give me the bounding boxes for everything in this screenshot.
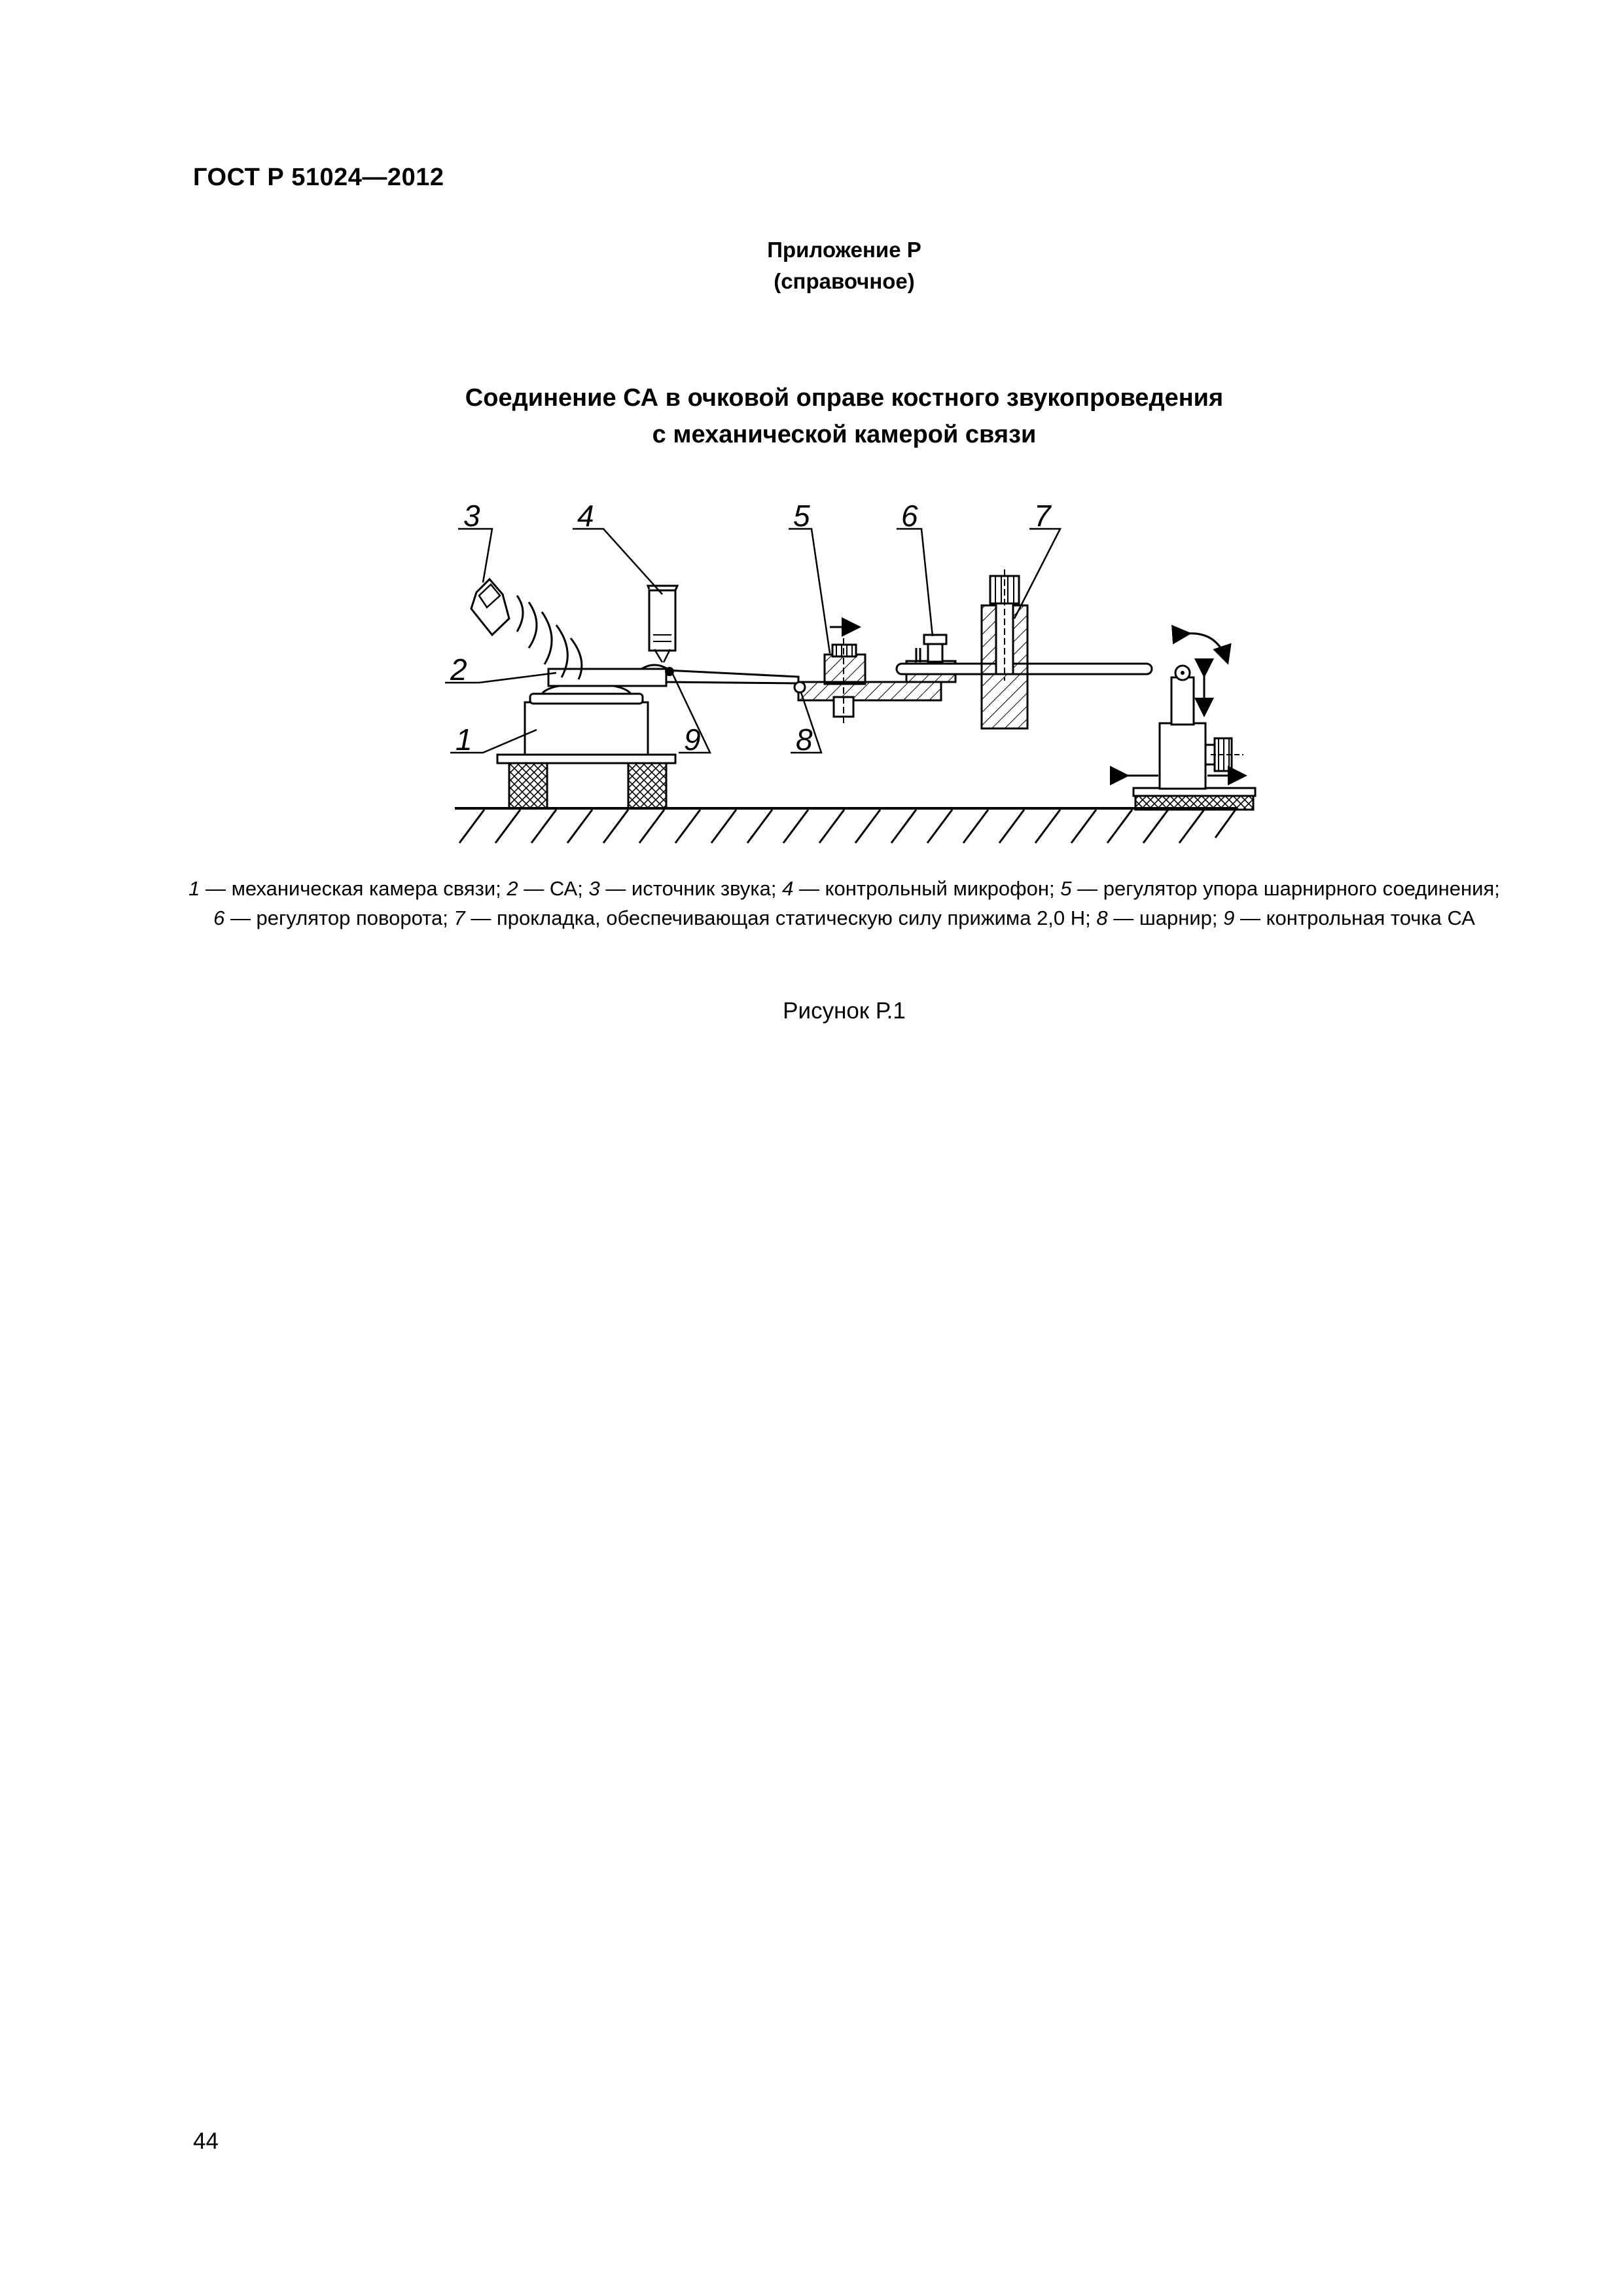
callout-8: 8 [796,723,813,757]
adjustable-stand [1126,634,1255,810]
pressure-pad [982,569,1027,728]
ground-line [455,808,1237,843]
callout-9: 9 [684,723,701,757]
title-line-1: Соединение СА в очковой оправе костного звукопроведения [465,384,1224,412]
annex-label: Приложение Р [767,238,921,262]
callout-3: 3 [463,499,480,533]
callout-5: 5 [793,499,810,533]
legend-item: 4 — контрольный микрофон; [782,877,1061,900]
standard-code: ГОСТ Р 51024—2012 [193,164,444,191]
callout-4: 4 [577,499,594,533]
annex-heading [0,234,1623,297]
mechanical-coupler [497,684,675,808]
annex-type: (справочное) [774,269,915,293]
sound-source-speaker [471,579,582,679]
figure-legend [188,874,1500,933]
callout-2: 2 [450,653,467,687]
legend-item: 8 — шарнир; [1096,906,1224,929]
title-line-2: с механической камерой связи [652,421,1037,448]
control-microphone [648,586,677,662]
callout-6: 6 [901,499,918,533]
legend-item: 7 — прокладка, обеспечивающая статическую силу прижима 2,0 Н; [454,906,1097,929]
callout-7: 7 [1034,499,1051,533]
legend-item: 1 — механическая камера связи; [188,877,507,900]
apparatus-drawing [432,497,1257,851]
page-number: 44 [193,2128,219,2154]
legend-item: 5 — регулятор упора шарнирного соединения; [1060,877,1500,900]
legend-item: 9 — контрольная точка СА [1223,906,1475,929]
figure-diagram [432,497,1257,851]
callout-1: 1 [455,723,473,757]
figure-label: Рисунок Р.1 [783,998,906,1024]
legend-item: 2 — СА; [507,877,589,900]
legend-item: 3 — источник звука; [588,877,783,900]
legend-item: 6 — регулятор поворота; [213,906,454,929]
annex-title [0,380,1623,453]
